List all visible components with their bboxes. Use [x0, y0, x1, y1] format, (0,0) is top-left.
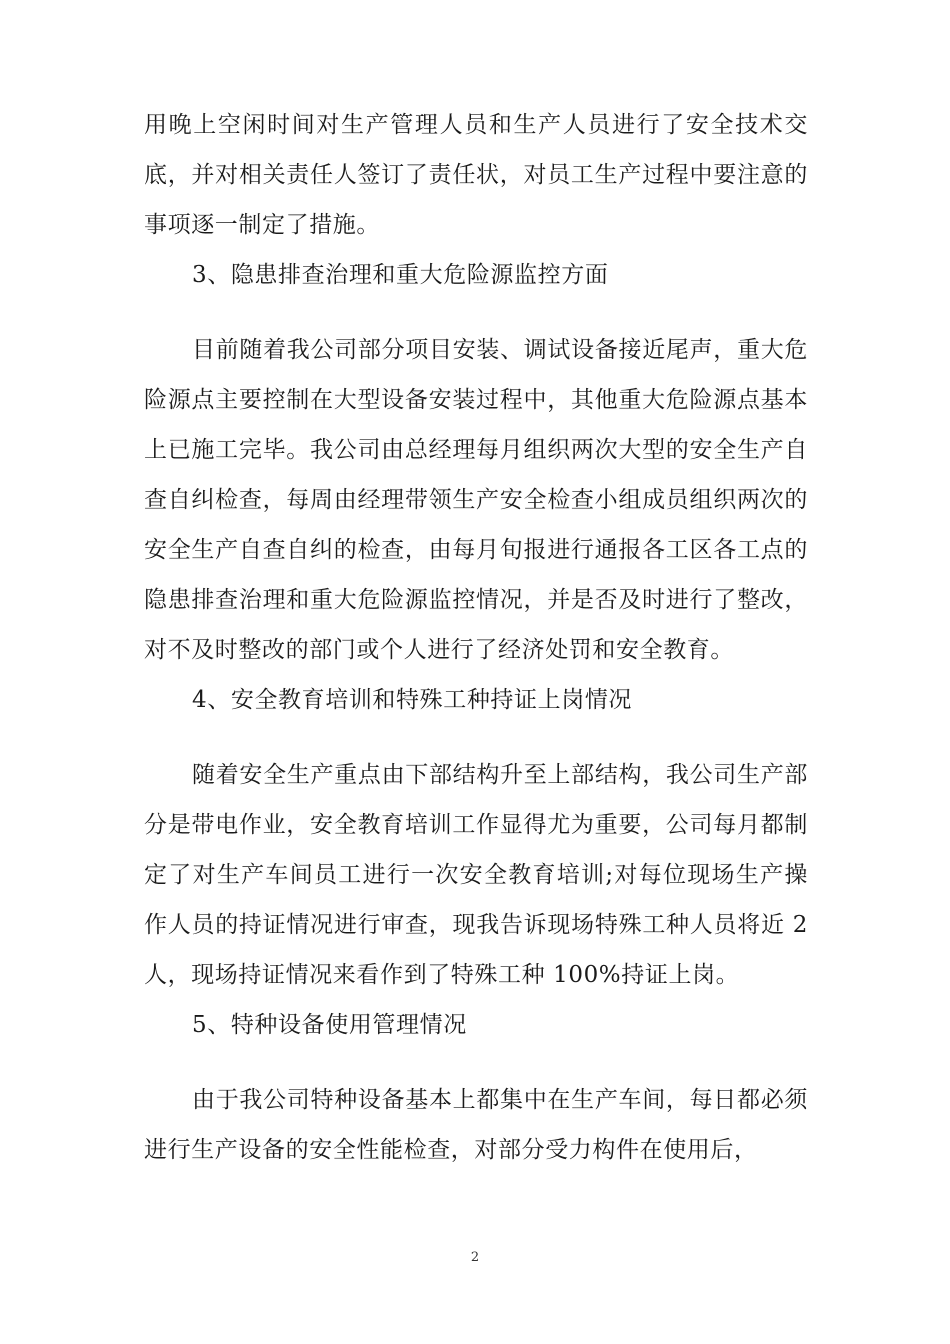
section-heading-5: 5、特种设备使用管理情况 — [192, 1012, 467, 1038]
paragraph-continuation: 用晚上空闲时间对生产管理人员和生产人员进行了安全技术交底，并对相关责任人签订了责任状，对员工生产过程中要注意的事项逐一制定了措施。 — [144, 112, 808, 238]
paragraph-special-equipment: 由于我公司特种设备基本上都集中在生产车间，每日都必须进行生产设备的安全性能检查，对部分受力构件在使用后， — [144, 1087, 808, 1163]
page-number: 2 — [470, 1250, 480, 1265]
section-heading-4: 4、安全教育培训和特殊工种持证上岗情况 — [192, 687, 633, 713]
paragraph-safety-training: 随着安全生产重点由下部结构升至上部结构，我公司生产部分是带电作业，安全教育培训工作显得尤为重要，公司每月都制定了对生产车间员工进行一次安全教育培训;对每位现场生产操作人员的持证情况进行审查，现我告诉现场特殊工种人员将近 2 人，现场持证情况来看作到了特殊工种 100%持证上岗。 — [144, 762, 808, 988]
paragraph-hazard-inspection: 目前随着我公司部分项目安装、调试设备接近尾声，重大危险源点主要控制在大型设备安装过程中，其他重大危险源点基本上已施工完毕。我公司由总经理每月组织两次大型的安全生产自查自纠检查，每周由经理带领生产安全检查小组成员组织两次的安全生产自查自纠的检查，由每月旬报进行通报各工区各工点的隐患排查治理和重大危险源监控情况，并是否及时进行了整改，对不及时整改的部门或个人进行了经济处罚和安全教育。 — [144, 337, 808, 663]
document-body — [144, 100, 808, 1175]
section-heading-3: 3、隐患排查治理和重大危险源监控方面 — [192, 262, 609, 288]
